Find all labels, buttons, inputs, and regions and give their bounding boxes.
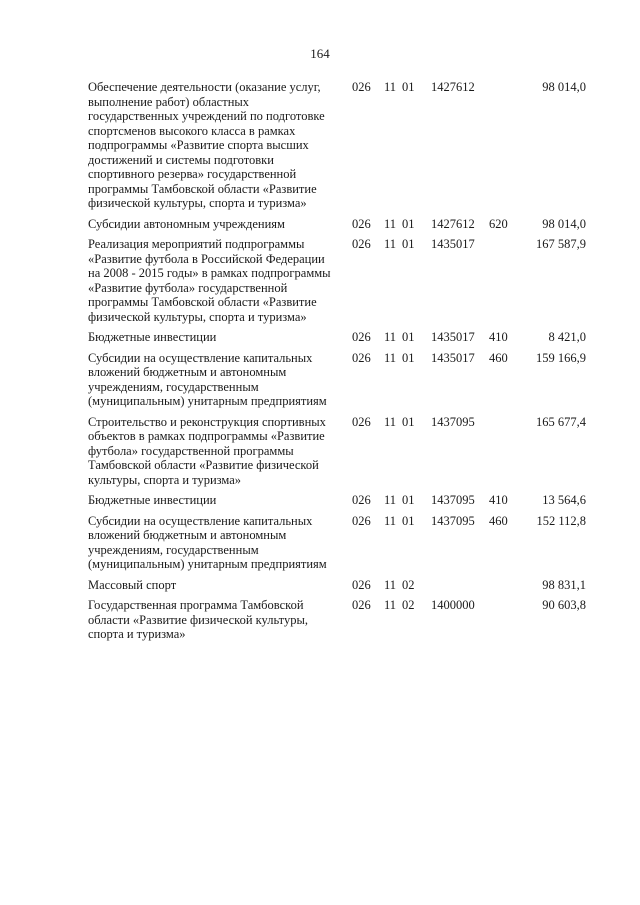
expense-type-code: 410	[489, 493, 508, 507]
row-description: Бюджетные инвестиции	[88, 330, 217, 344]
ministry-code: 026	[352, 216, 371, 231]
table-row	[0, 80, 640, 211]
section-code: 11	[384, 414, 397, 429]
table-row	[0, 330, 640, 345]
subsection-code: 01	[402, 237, 415, 251]
row-description: Государственная программа Тамбовской области «Развитие физической культуры, спорта и туризма»	[88, 598, 309, 641]
expense-type-code: 460	[489, 350, 508, 365]
amount: 98 014,0	[542, 80, 586, 94]
row-description: Субсидии автономным учреждениям	[88, 216, 285, 231]
row-description: Массовый спорт	[88, 577, 177, 592]
amount: 152 112,8	[536, 513, 586, 528]
amount: 8 421,0	[548, 330, 586, 344]
row-description: Бюджетные инвестиции	[88, 493, 217, 507]
subsection-code: 01	[402, 414, 415, 429]
amount: 13 564,6	[542, 493, 586, 507]
ministry-code: 026	[352, 80, 371, 94]
table-row	[0, 237, 640, 324]
subsection-code: 01	[402, 80, 415, 94]
subsection-code: 01	[402, 513, 415, 528]
target-article-code: 1437095	[431, 414, 475, 429]
row-description: Реализация мероприятий подпрограммы «Развитие футбола в Российской Федерации на 2008 - 2015 годы» в рамках подпрограммы «Развитие футбола» государственной программы Тамбовской области «Развитие физической культуры, спорта и туризма»	[88, 237, 331, 324]
amount: 159 166,9	[536, 350, 586, 365]
ministry-code: 026	[352, 493, 371, 507]
ministry-code: 026	[352, 513, 371, 528]
table-row	[0, 514, 640, 572]
row-description: Обеспечение деятельности (оказание услуг, выполнение работ) областных государственных учреждений по подготовке спортсменов высокого класса в рамках подпрограммы «Развитие спорта высших достижений и системы подготовки спортивного резерва» государственной программы Тамбовской области «Развитие физической культуры, спорта и туризма»	[88, 80, 325, 210]
target-article-code: 1435017	[431, 237, 475, 251]
target-article-code: 1427612	[431, 216, 475, 231]
target-article-code: 1427612	[431, 80, 475, 94]
subsection-code: 02	[402, 598, 415, 612]
table-row	[0, 578, 640, 593]
section-code: 11	[384, 577, 397, 592]
section-code: 11	[384, 513, 397, 528]
amount: 90 603,8	[542, 598, 586, 612]
section-code: 11	[384, 350, 397, 365]
table-row	[0, 351, 640, 409]
ministry-code: 026	[352, 414, 371, 429]
amount: 165 677,4	[536, 414, 586, 429]
target-article-code: 1437095	[431, 493, 475, 507]
expense-type-code: 460	[489, 513, 508, 528]
budget-table	[0, 80, 640, 648]
target-article-code: 1435017	[431, 350, 475, 365]
subsection-code: 01	[402, 493, 415, 507]
page-number: 164	[310, 46, 330, 61]
table-row	[0, 415, 640, 488]
row-description: Строительство и реконструкция спортивных объектов в рамках подпрограммы «Развитие футбола» государственной программы Тамбовской области «Развитие физической культуры, спорта и туризма»	[88, 414, 326, 487]
section-code: 11	[384, 330, 397, 344]
section-code: 11	[384, 237, 397, 251]
subsection-code: 02	[402, 577, 415, 592]
section-code: 11	[384, 493, 397, 507]
amount: 167 587,9	[536, 237, 586, 251]
amount: 98 831,1	[542, 577, 586, 592]
section-code: 11	[384, 598, 397, 612]
ministry-code: 026	[352, 330, 371, 344]
amount: 98 014,0	[542, 216, 586, 231]
subsection-code: 01	[402, 350, 415, 365]
expense-type-code: 410	[489, 330, 508, 344]
target-article-code: 1437095	[431, 513, 475, 528]
row-description: Субсидии на осуществление капитальных вложений бюджетным и автономным учреждениям, государственным (муниципальным) унитарным предприятиям	[88, 513, 327, 571]
expense-type-code: 620	[489, 216, 508, 231]
ministry-code: 026	[352, 350, 371, 365]
section-code: 11	[384, 80, 397, 94]
target-article-code: 1435017	[431, 330, 475, 344]
subsection-code: 01	[402, 330, 415, 344]
table-row	[0, 598, 640, 642]
table-row	[0, 493, 640, 508]
ministry-code: 026	[352, 237, 371, 251]
ministry-code: 026	[352, 598, 371, 612]
section-code: 11	[384, 216, 397, 231]
row-description: Субсидии на осуществление капитальных вложений бюджетным и автономным учреждениям, государственным (муниципальным) унитарным предприятиям	[88, 350, 327, 408]
subsection-code: 01	[402, 216, 415, 231]
ministry-code: 026	[352, 577, 371, 592]
target-article-code: 1400000	[431, 598, 475, 612]
table-row	[0, 217, 640, 232]
